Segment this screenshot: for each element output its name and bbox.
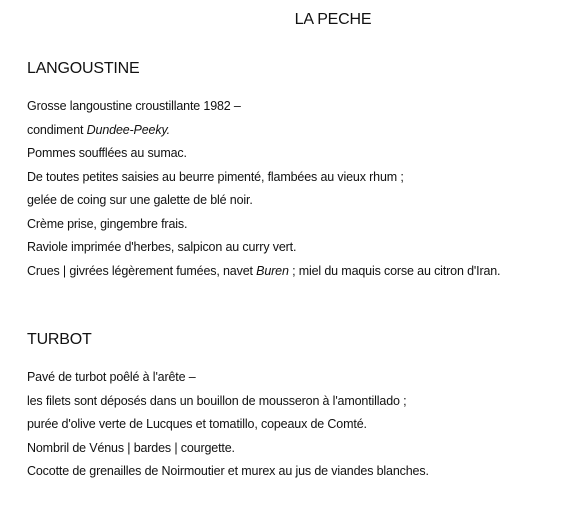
dish-line	[27, 119, 577, 143]
section-langoustine	[27, 59, 577, 283]
dish-line: Crème prise, gingembre frais.	[27, 216, 188, 231]
dish-line	[27, 260, 577, 284]
dish-line: Pommes soufflées au sumac.	[27, 146, 187, 160]
section-heading-turbot: TURBOT	[27, 331, 92, 348]
page-title: LA PECHE	[294, 11, 372, 28]
dish-line: Grosse langoustine croustillante 1982 –	[27, 99, 241, 113]
dish-line: Cocotte de grenailles de Noirmoutier et murex au jus de viandes blanches.	[27, 464, 429, 478]
dish-line: Nombril de Vénus | bardes | courgette.	[27, 440, 235, 455]
dish-line: Raviole imprimée d'herbes, salpicon au curry vert.	[27, 240, 297, 254]
section-heading-langoustine: LANGOUSTINE	[27, 60, 140, 77]
dish-line: gelée de coing sur une galette de blé noir.	[27, 193, 253, 207]
dish-line-italic: Dundee-Peeky.	[86, 122, 170, 137]
dish-line: Pavé de turbot poêlé à l'arête –	[27, 370, 196, 384]
dish-line-text: condiment	[27, 122, 87, 137]
dish-line-text: ; miel du maquis corse au citron d'Iran.	[288, 263, 501, 278]
dish-line: De toutes petites saisies au beurre pimenté, flambées au vieux rhum ;	[27, 169, 404, 184]
section-turbot	[27, 330, 577, 484]
dish-line-italic: Buren	[256, 263, 289, 278]
dish-line: les filets sont déposés dans un bouillon de mousseron à l'amontillado ;	[27, 393, 407, 408]
dish-line-text: Crues | givrées légèrement fumées, navet	[27, 263, 257, 278]
dish-line: purée d'olive verte de Lucques et tomatillo, copeaux de Comté.	[27, 417, 367, 431]
